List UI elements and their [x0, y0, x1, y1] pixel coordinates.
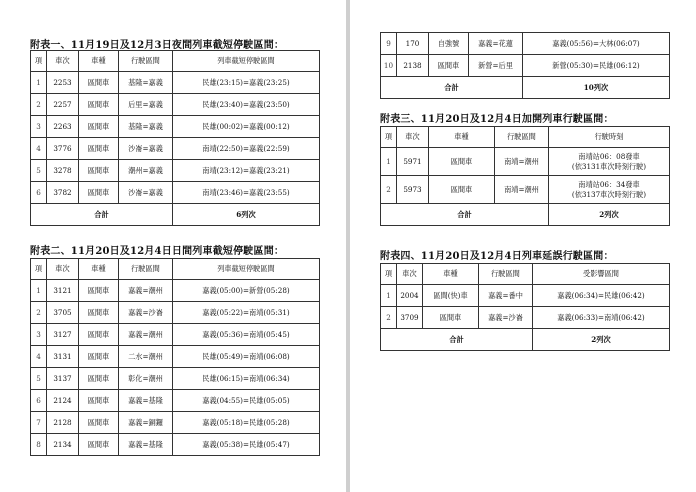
table-cell: 3278 — [47, 160, 79, 182]
table-cell: 3705 — [47, 302, 79, 324]
table4-header-cell: 項 — [381, 264, 397, 285]
table-cell: 嘉義=基隆 — [119, 390, 173, 412]
table-cell: 5971 — [397, 148, 429, 176]
table-cell: 2 — [31, 94, 47, 116]
table4-total-row — [381, 329, 670, 351]
table1-header-cell: 行駛區間 — [119, 51, 173, 72]
table-cell: 嘉義(05:56)=大林(06:07) — [523, 33, 670, 55]
table-cell: 區間車 — [79, 116, 119, 138]
table-cell: 區間車 — [79, 160, 119, 182]
table3-header-cell: 行駛時刻 — [549, 127, 670, 148]
departure-time-cell — [549, 176, 670, 204]
table-cell: 9 — [381, 33, 397, 55]
table-cell: 1 — [31, 72, 47, 94]
table-row — [31, 138, 320, 160]
table3 — [380, 126, 670, 226]
table-row — [381, 307, 670, 329]
table-cell: 7 — [31, 412, 47, 434]
table-cell: 沙崙=嘉義 — [119, 182, 173, 204]
table-cell: 6 — [31, 182, 47, 204]
table3-header-cell: 行駛區間 — [495, 127, 549, 148]
table3-header-cell: 項 — [381, 127, 397, 148]
table4-title: 附表四、11月20日及12月4日列車延誤行駛區間： — [380, 251, 614, 262]
table-cell: 2 — [31, 302, 47, 324]
table-row — [31, 324, 320, 346]
table3-total-row — [381, 204, 670, 226]
table-row — [31, 160, 320, 182]
table-cell: 1 — [381, 148, 397, 176]
table-cell: 彰化=潮州 — [119, 368, 173, 390]
table-cell: 6 — [31, 390, 47, 412]
table-cell: 民雄(23:40)=嘉義(23:50) — [173, 94, 320, 116]
table-row — [31, 346, 320, 368]
table-cell: 3127 — [47, 324, 79, 346]
table1 — [30, 50, 320, 226]
table-cell: 基隆=嘉義 — [119, 116, 173, 138]
table2-header-cell: 行駛區間 — [119, 259, 173, 280]
table-row — [381, 33, 670, 55]
table-cell: 嘉義=潮州 — [119, 324, 173, 346]
table-cell: 2 — [381, 176, 397, 204]
table-cell: 嘉義(05:36)=南靖(05:45) — [173, 324, 320, 346]
table-cell: 區間車 — [79, 72, 119, 94]
table3-header-cell: 車種 — [429, 127, 495, 148]
total-label: 合計 — [381, 204, 549, 226]
departure-time-text: 南靖站06：34發車 — [578, 179, 640, 189]
table4-header-cell: 行駛區間 — [479, 264, 533, 285]
table-cell: 3121 — [47, 280, 79, 302]
table-cell: 2263 — [47, 116, 79, 138]
table-row — [31, 94, 320, 116]
table-row — [381, 55, 670, 77]
table-cell: 區間車 — [79, 412, 119, 434]
table-cell: 南靖=潮州 — [495, 148, 549, 176]
table-cell: 4 — [31, 138, 47, 160]
table-row — [31, 72, 320, 94]
table-cell: 8 — [31, 434, 47, 456]
table2-header-cell: 車種 — [79, 259, 119, 280]
total-label: 合計 — [31, 204, 173, 226]
table-cell: 2134 — [47, 434, 79, 456]
table-cell: 嘉義(06:34)=民雄(06:42) — [533, 285, 670, 307]
table-row — [31, 182, 320, 204]
table-cell: 嘉義(04:55)=民雄(05:05) — [173, 390, 320, 412]
total-value: 2列次 — [549, 204, 670, 226]
table-cell: 3709 — [397, 307, 423, 329]
table3-header-row — [381, 127, 670, 148]
table-cell: 嘉義=沙崙 — [479, 307, 533, 329]
table-cell: 1 — [381, 285, 397, 307]
table1-total-row — [31, 204, 320, 226]
table-cell: 2253 — [47, 72, 79, 94]
table1-header-cell: 車次 — [47, 51, 79, 72]
table4-header-row — [381, 264, 670, 285]
table2-header-cell: 列車截短停駛區間 — [173, 259, 320, 280]
table-row — [31, 434, 320, 456]
table-cell: 2 — [381, 307, 397, 329]
table3-title: 附表三、11月20日及12月4日加開列車行駛區間： — [380, 114, 614, 125]
table-cell: 區間車 — [429, 55, 469, 77]
table1-title: 附表一、11月19日及12月3日夜間列車截短停駛區間： — [30, 40, 285, 51]
table-cell: 10 — [381, 55, 397, 77]
table-cell: 南靖(23:46)=嘉義(23:55) — [173, 182, 320, 204]
table-cell: 南靖=潮州 — [495, 176, 549, 204]
table-cell: 南靖(23:12)=嘉義(23:21) — [173, 160, 320, 182]
table-cell: 2004 — [397, 285, 423, 307]
table-cell: 區間車 — [79, 346, 119, 368]
table-cell: 二水=潮州 — [119, 346, 173, 368]
table-cell: 民雄(00:02)=嘉義(00:12) — [173, 116, 320, 138]
table-row — [31, 390, 320, 412]
table-cell: 自強號 — [429, 33, 469, 55]
departure-time-cell — [549, 148, 670, 176]
table-cell: 2128 — [47, 412, 79, 434]
table-cell: 潮州=嘉義 — [119, 160, 173, 182]
table2-total-row — [381, 77, 670, 99]
table-row — [381, 148, 670, 176]
table-cell: 區間車 — [79, 94, 119, 116]
table-cell: 區間車 — [79, 434, 119, 456]
table-cell: 民雄(05:49)=南靖(06:08) — [173, 346, 320, 368]
table-cell: 南靖(22:50)=嘉義(22:59) — [173, 138, 320, 160]
document-page-left — [0, 0, 346, 492]
table-row — [31, 116, 320, 138]
table-cell: 區間車 — [79, 324, 119, 346]
table-cell: 區間車 — [423, 307, 479, 329]
departure-note-text: (依3137車次時刻行駛) — [571, 189, 647, 199]
table-cell: 嘉義=銅鑼 — [119, 412, 173, 434]
table-cell: 嘉義=番中 — [479, 285, 533, 307]
table-cell: 3131 — [47, 346, 79, 368]
table-cell: 新營=后里 — [469, 55, 523, 77]
total-label: 合計 — [381, 329, 533, 351]
table4-header-cell: 車次 — [397, 264, 423, 285]
table-cell: 3782 — [47, 182, 79, 204]
table1-header-cell: 列車截短停駛區間 — [173, 51, 320, 72]
table-cell: 區間車 — [79, 368, 119, 390]
table4-header-cell: 受影響區間 — [533, 264, 670, 285]
table-cell: 5973 — [397, 176, 429, 204]
table-cell: 嘉義(06:33)=南靖(06:42) — [533, 307, 670, 329]
table-row — [381, 285, 670, 307]
table-cell: 區間車 — [79, 280, 119, 302]
table-cell: 3776 — [47, 138, 79, 160]
table-cell: 區間車 — [429, 176, 495, 204]
table-row — [381, 176, 670, 204]
table-row — [31, 280, 320, 302]
table-cell: 沙崙=嘉義 — [119, 138, 173, 160]
table-cell: 區間車 — [429, 148, 495, 176]
table-cell: 區間車 — [79, 302, 119, 324]
table-cell: 民雄(23:15)=嘉義(23:25) — [173, 72, 320, 94]
table-cell: 區間車 — [79, 390, 119, 412]
departure-note-text: (依3131車次時刻行駛) — [571, 161, 647, 171]
table2-header-cell: 項 — [31, 259, 47, 280]
table-cell: 1 — [31, 280, 47, 302]
table4 — [380, 263, 670, 351]
table-cell: 3137 — [47, 368, 79, 390]
departure-time-text: 南靖站06：08發車 — [578, 151, 640, 161]
table2-title: 附表二、11月20日及12月4日日間列車截短停駛區間： — [30, 246, 285, 257]
table-row — [31, 412, 320, 434]
table2-header-row — [31, 259, 320, 280]
total-value: 10列次 — [523, 77, 670, 99]
total-label: 合計 — [381, 77, 523, 99]
document-page-right — [350, 0, 696, 492]
table-cell: 新營(05:30)=民雄(06:12) — [523, 55, 670, 77]
table-cell: 3 — [31, 116, 47, 138]
table1-header-cell: 車種 — [79, 51, 119, 72]
table-cell: 5 — [31, 368, 47, 390]
table-row — [31, 368, 320, 390]
table-cell: 2124 — [47, 390, 79, 412]
table-cell: 民雄(06:15)=南靖(06:34) — [173, 368, 320, 390]
table1-header-cell: 項 — [31, 51, 47, 72]
table1-header-row — [31, 51, 320, 72]
table-cell: 嘉義=沙崙 — [119, 302, 173, 324]
table-cell: 5 — [31, 160, 47, 182]
total-value: 6列次 — [173, 204, 320, 226]
table-cell: 嘉義(05:38)=民雄(05:47) — [173, 434, 320, 456]
table-cell: 嘉義(05:22)=南靖(05:31) — [173, 302, 320, 324]
table-cell: 區間(快)車 — [423, 285, 479, 307]
table2 — [30, 258, 320, 456]
table4-header-cell: 車種 — [423, 264, 479, 285]
table3-header-cell: 車次 — [397, 127, 429, 148]
table-cell: 后里=嘉義 — [119, 94, 173, 116]
table-cell: 嘉義=花蓮 — [469, 33, 523, 55]
table-cell: 嘉義=潮州 — [119, 280, 173, 302]
table-cell: 3 — [31, 324, 47, 346]
table-cell: 基隆=嘉義 — [119, 72, 173, 94]
table2-header-cell: 車次 — [47, 259, 79, 280]
table-cell: 170 — [397, 33, 429, 55]
total-value: 2列次 — [533, 329, 670, 351]
table-cell: 嘉義(05:18)=民雄(05:28) — [173, 412, 320, 434]
table-cell: 區間車 — [79, 138, 119, 160]
table2-continued — [380, 32, 670, 99]
table-cell: 嘉義=基隆 — [119, 434, 173, 456]
table-cell: 2257 — [47, 94, 79, 116]
table-cell: 2138 — [397, 55, 429, 77]
table-cell: 4 — [31, 346, 47, 368]
table-cell: 區間車 — [79, 182, 119, 204]
table-cell: 嘉義(05:00)=新營(05:28) — [173, 280, 320, 302]
table-row — [31, 302, 320, 324]
